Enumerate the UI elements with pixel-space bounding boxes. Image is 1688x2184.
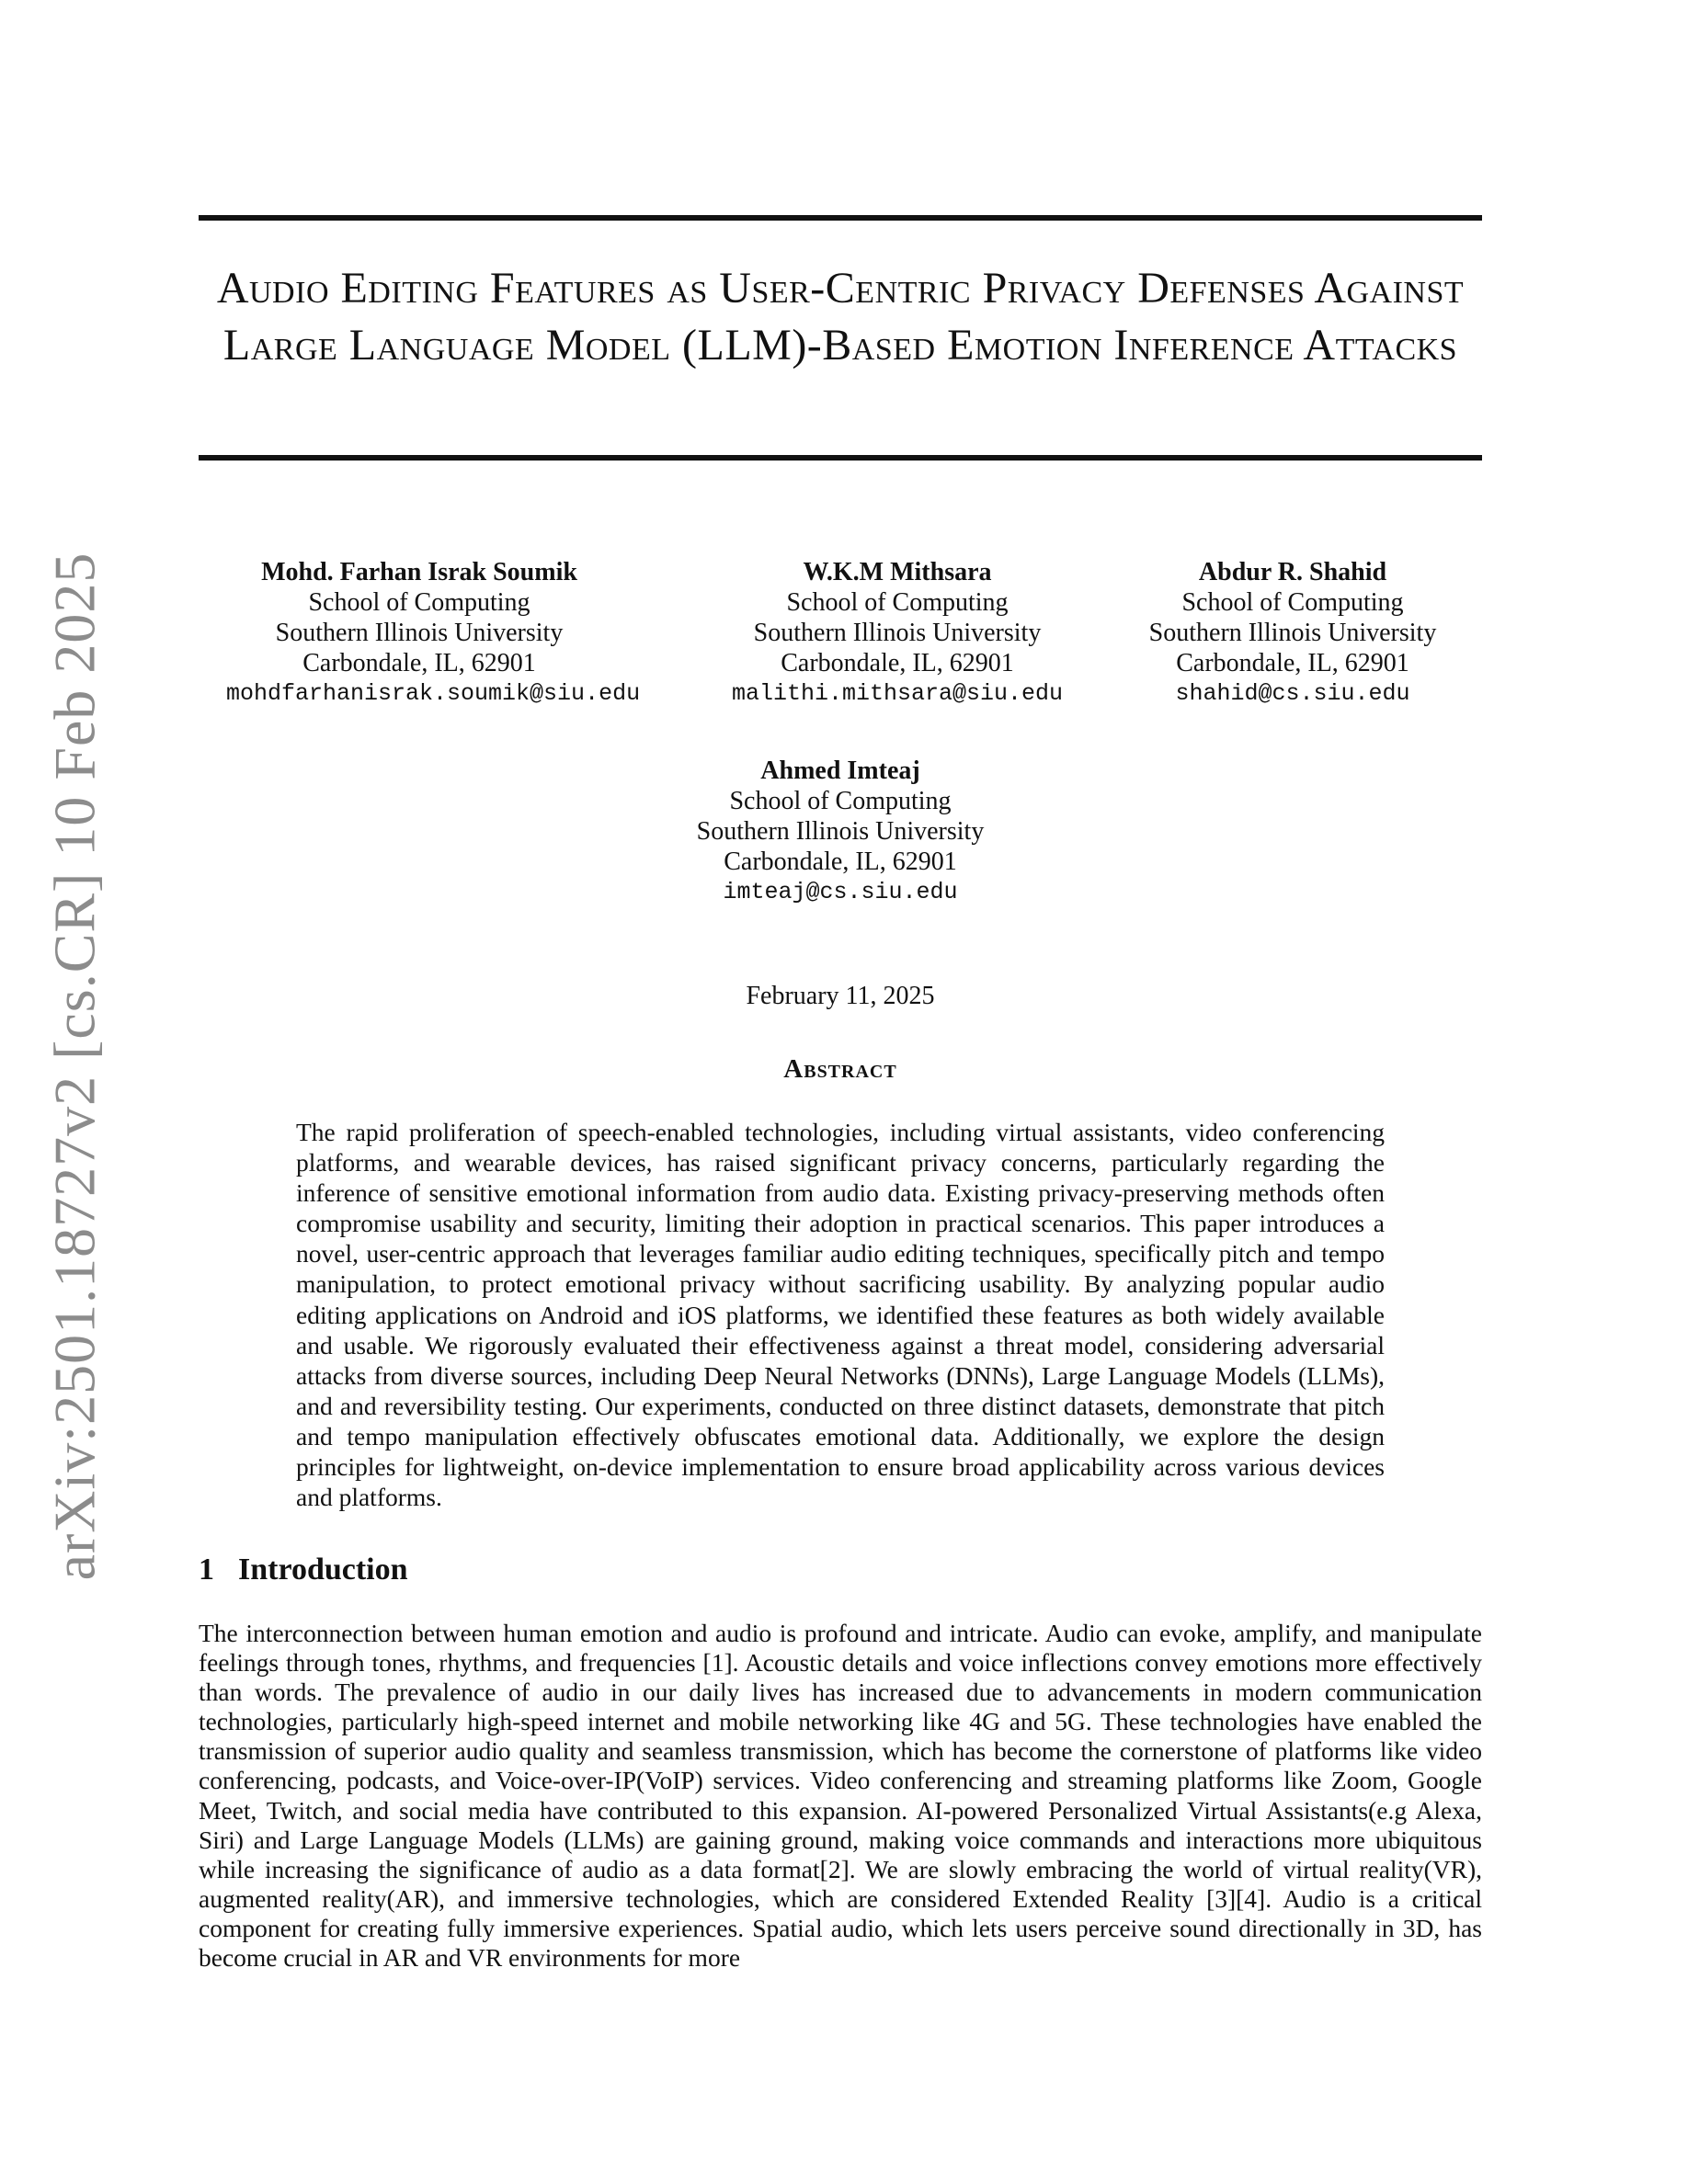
arxiv-watermark [33, 552, 116, 1581]
author-location: Carbondale, IL, 62901 [781, 649, 1014, 677]
title-top-rule [199, 215, 1482, 221]
author-affiliation: Southern Illinois University [275, 619, 564, 647]
author-department: School of Computing [308, 588, 530, 617]
introduction-text: The interconnection between human emotion and audio is profound and intricate. Audio can evoke, amplify, and manipulate feelings through tones, rhythms, and frequencies [1]. Acoustic details and voice inflections convey emotions more effectively than words. The prevalence of audio in our daily lives has increased due to advancements in modern communication technologies, particularly high-speed internet and mobile networking like 4G and 5G. These technologies have enabled the transmission of superior audio quality and seamless transmission, which has become the cornerstone of platforms like video conferencing, podcasts, and Voice-over-IP(VoIP) services. Video conferencing and streaming platforms like Zoom, Google Meet, Twitch, and social media have contributed to this expansion. AI-powered Personalized Virtual Assistants(e.g Alexa, Siri) and Large Language Models (LLMs) are gaining ground, making voice commands and interactions more ubiquitous while increasing the significance of audio as a data format[2]. We are slowly embracing the world of virtual reality(VR), augmented reality(AR), and immersive technologies, which are considered Extended Reality [3][4]. Audio is a critical component for creating fully immersive experiences. Spatial audio, which lets users perceive sound directionally in 3D, has become crucial in AR and VR environments for more [199, 1619, 1482, 1973]
author-name: W.K.M Mithsara [803, 558, 992, 586]
author-name: Mohd. Farhan Israk Soumik [261, 558, 577, 586]
author-affiliation: Southern Illinois University [1148, 619, 1437, 647]
author-affiliation: Southern Illinois University [696, 817, 985, 846]
abstract-heading: Abstract [783, 1054, 897, 1084]
author-email[interactable]: mohdfarhanisrak.soumik@siu.edu [226, 680, 641, 707]
title-bottom-rule [199, 455, 1482, 461]
author-email[interactable]: malithi.mithsara@siu.edu [731, 680, 1064, 707]
section-title: Introduction [238, 1553, 408, 1587]
author-card [226, 557, 641, 709]
author-card [1118, 557, 1467, 709]
author-department: School of Computing [786, 588, 1009, 617]
section-heading [199, 1553, 408, 1587]
abstract-text: The rapid proliferation of speech-enabled technologies, including virtual assistants, video conferencing platforms, and wearable devices, has raised significant privacy concerns, particularly regarding the inference of sensitive emotional information from audio data. Existing privacy-preserving methods often compromise usability and security, limiting their adoption in practical scenarios. This paper introduces a novel, user-centric approach that leverages familiar audio editing techniques, specifically pitch and tempo manipulation, to protect emotional privacy without sacrificing usability. By analyzing popular audio editing applications on Android and iOS platforms, we identified these features as both widely available and usable. We rigorously evaluated their effectiveness against a threat model, considering adversarial attacks from diverse sources, including Deep Neural Networks (DNNs), Large Language Models (LLMs), and and reversibility testing. Our experiments, conducted on three distinct datasets, demonstrate that pitch and tempo manipulation effectively obfuscates emotional data. Additionally, we explore the design principles for lightweight, on-device implementation to ensure broad applicability across various devices and platforms. [296, 1118, 1385, 1512]
author-card [713, 557, 1081, 709]
arxiv-identifier: arXiv:2501.18727v2 [cs.CR] 10 Feb 2025 [41, 552, 107, 1581]
section-number: 1 [199, 1553, 214, 1587]
author-location: Carbondale, IL, 62901 [1176, 649, 1409, 677]
paper-title: Audio Editing Features as User-Centric Privacy Defenses Against Large Language Model (LLM)-Based Emotion Inference Attacks [216, 264, 1465, 370]
author-email[interactable]: shahid@cs.siu.edu [1175, 680, 1410, 707]
author-card [656, 756, 1024, 907]
author-name: Ahmed Imteaj [760, 756, 920, 785]
author-department: School of Computing [1181, 588, 1404, 617]
author-affiliation: Southern Illinois University [753, 619, 1042, 647]
author-email[interactable]: imteaj@cs.siu.edu [723, 879, 958, 905]
author-department: School of Computing [729, 787, 952, 815]
author-name: Abdur R. Shahid [1198, 558, 1387, 586]
publication-date: February 11, 2025 [746, 982, 935, 1010]
author-location: Carbondale, IL, 62901 [724, 847, 957, 876]
author-location: Carbondale, IL, 62901 [302, 649, 536, 677]
